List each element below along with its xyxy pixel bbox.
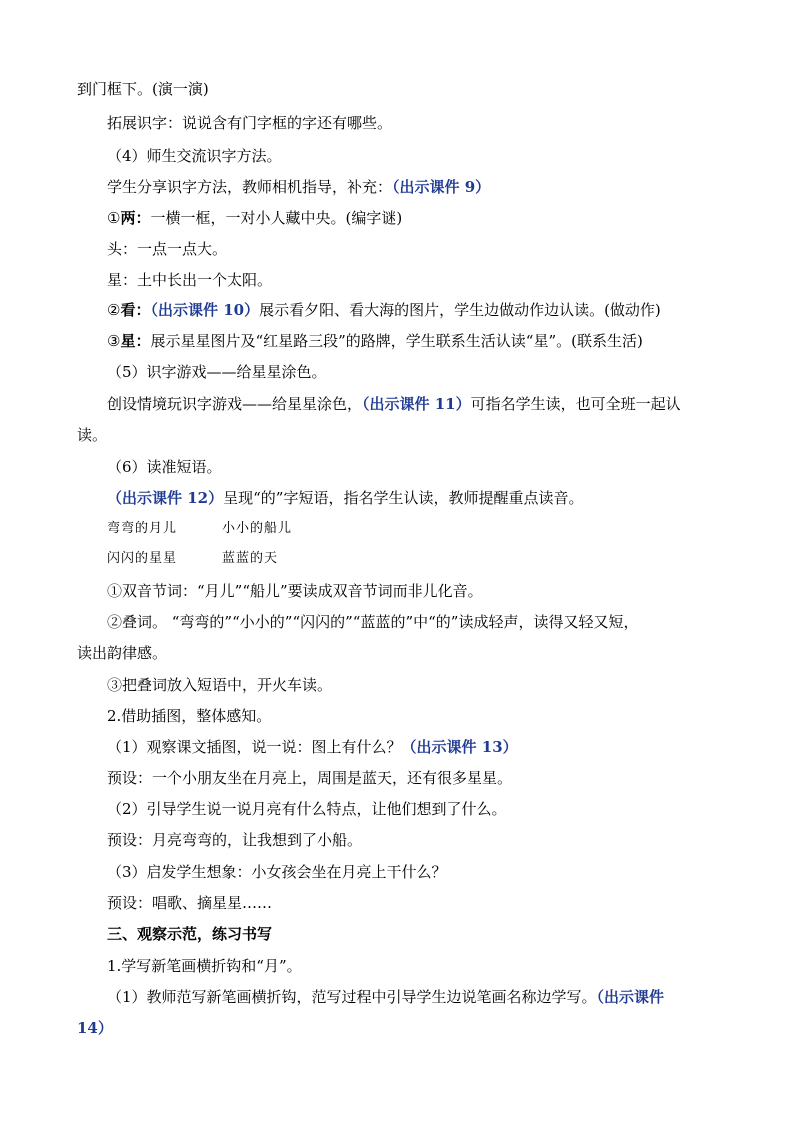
text: 学生分享识字方法，教师相机指导，补充： (107, 178, 393, 196)
text: 可指名学生读，也可全班一起认 (470, 395, 681, 413)
courseware-ref: （出示课件 12） (107, 489, 224, 507)
text: 呈现“的”字短语，指名学生认读，教师提醒重点读音。 (223, 489, 584, 507)
text-line (107, 394, 681, 414)
phrase: 闪闪的星星 (107, 551, 178, 566)
text: ② (107, 301, 121, 319)
text-line (107, 270, 272, 290)
text: （2）引导学生说一说月亮有什么特点，让他们想到了什么。 (107, 800, 507, 818)
courseware-ref: （出示课件 13） (401, 738, 518, 756)
text: 14） (77, 1019, 113, 1037)
courseware-ref: （出示课件 (596, 988, 665, 1006)
courseware-ref (77, 1018, 113, 1038)
bold-char: 看： (120, 301, 151, 319)
text-line (107, 768, 512, 788)
phrase: 小小的船儿 (222, 521, 293, 536)
text-line (107, 612, 638, 632)
text: ③把叠词放入短语中，开火车读。 (107, 676, 333, 694)
text-line (107, 362, 327, 382)
phrase: 蓝蓝的天 (222, 551, 279, 566)
text-line (107, 799, 507, 819)
text: 预设：唱歌、摘星星…… (107, 894, 273, 912)
text-line (107, 706, 271, 726)
phrase: 弯弯的月儿 (107, 521, 178, 536)
text: ①双音节词：“月儿”“船儿”要读成双音节词而非儿化音。 (107, 582, 483, 600)
section-heading (107, 924, 272, 944)
text: （5）识字游戏——给星星涂色。 (107, 363, 327, 381)
text: 展示星星图片及“红星路三段”的路牌，学生联系生活认读“星”。(联系生活) (150, 332, 643, 350)
text: 创设情境玩识字游戏——给星星涂色， (107, 395, 363, 413)
text: 星：土中长出一个太阳。 (107, 271, 273, 289)
text: （6）读准短语。 (107, 458, 222, 476)
text-line (107, 208, 402, 228)
text: ① (107, 209, 121, 227)
text-line (107, 488, 583, 508)
text: 拓展识字：说说含有门字框的字还有哪些。 (107, 114, 393, 132)
text: 读出韵律感。 (77, 644, 168, 662)
text: ③ (107, 332, 121, 350)
text-line (107, 113, 392, 133)
text: （1）教师范写新笔画横折钩，范写过程中引导学生边说笔画名称边学写。 (107, 988, 597, 1006)
text-line (107, 675, 332, 695)
text-line (107, 331, 643, 351)
text-line (77, 79, 209, 99)
text-line (107, 956, 302, 976)
text-line (77, 643, 167, 663)
text-line (77, 425, 107, 445)
text-line (107, 862, 447, 882)
text: （1）观察课文插图，说一说：图上有什么？ (107, 738, 402, 756)
text: 预设：一个小朋友坐在月亮上，周围是蓝天，还有很多星星。 (107, 769, 513, 787)
text: （4）师生交流识字方法。 (107, 147, 282, 165)
text-line (107, 239, 227, 259)
text: （3）启发学生想象：小女孩会坐在月亮上干什么？ (107, 863, 447, 881)
text: 2.借助插图，整体感知。 (107, 707, 272, 725)
text-line (107, 177, 490, 197)
courseware-ref: （出示课件 11） (362, 395, 471, 413)
text: 到门框下。(演一演) (77, 80, 209, 98)
text: 1.学写新笔画横折钩和“月”。 (107, 957, 302, 975)
bold-char: 星： (120, 332, 151, 350)
text-line (107, 457, 222, 477)
text: ②叠词。 “弯弯的”“小小的”“闪闪的”“蓝蓝的”中“的”读成轻声，读得又轻又短， (107, 613, 639, 631)
bold-char: 两： (120, 209, 151, 227)
text: 预设：月亮弯弯的，让我想到了小船。 (107, 831, 363, 849)
text-line (107, 893, 272, 913)
text-line (107, 987, 664, 1007)
courseware-ref: （出示课件 10） (150, 301, 260, 319)
text-line (107, 737, 518, 757)
text-line (107, 581, 483, 601)
text: 头：一点一点大。 (107, 240, 228, 258)
text: 三、观察示范，练习书写 (107, 925, 273, 943)
courseware-ref: （出示课件 9） (392, 178, 491, 196)
text-line (107, 146, 282, 166)
text-line (107, 830, 362, 850)
text: 读。 (77, 426, 108, 444)
text: 一横一框，一对小人藏中央。(编字谜) (150, 209, 403, 227)
text-line (107, 300, 661, 320)
text: 展示看夕阳、看大海的图片，学生边做动作边认读。(做动作) (259, 301, 661, 319)
